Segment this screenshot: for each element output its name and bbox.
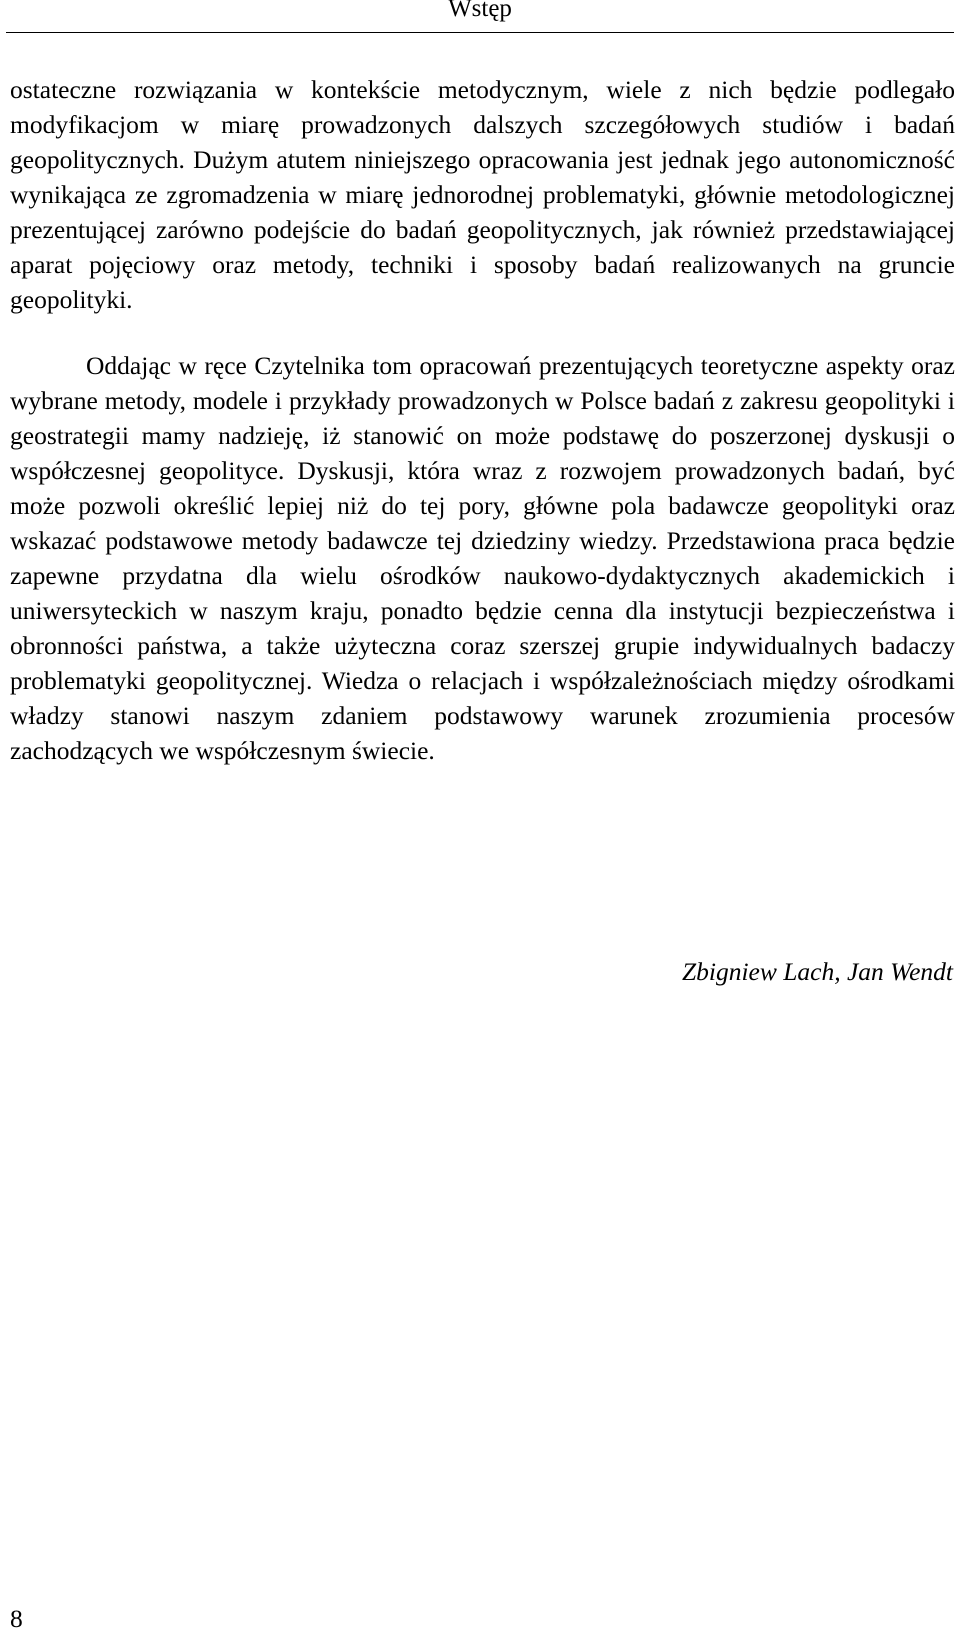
running-header [0, 0, 960, 32]
paragraph-1: ostateczne rozwiązania w kontekście metodycznym, wiele z nich będzie podlegało modyfikacjom w miarę prowadzonych dalszych szczegółowych studiów i badań geopolitycznych. Dużym atutem niniejszego opracowania jest jednak jego autonomiczność wynikająca ze zgromadzenia w miarę jednorodnej problematyki, głównie metodologicznej prezentującej zarówno podejście do badań geopolitycznych, jak również przedstawiającej aparat pojęciowy oraz metody, techniki i sposoby badań realizowanych na gruncie geopolityki. [10, 75, 955, 314]
paragraph-2: Oddając w ręce Czytelnika tom opracowań prezentujących teoretyczne aspekty oraz wybrane metody, modele i przykłady prowadzonych w Polsce badań z zakresu geopolityki i geostrategii mamy nadzieję, iż stanowić on może podstawę do poszerzonej dyskusji o współczesnej geopolityce. Dyskusji, która wraz z rozwojem prowadzonych badań, być może pozwoli określić lepiej niż do tej pory, główne pola badawcze geopolityki oraz wskazać podstawowe metody badawcze tej dziedziny wiedzy. Przedstawiona praca będzie zapewne przydatna dla wielu ośrodków naukowo-dydaktycznych akademickich i uniwersyteckich w naszym kraju, ponadto będzie cenna dla instytucji bezpieczeństwa i obronności państwa, a także użyteczna coraz szerszej grupie indywidualnych badaczy problematyki geopolitycznej. Wiedza o relacjach i współzależnościach między ośrodkami władzy stanowi naszym zdaniem podstawowy warunek zrozumienia procesów zachodzących we współczesnym świecie. [10, 351, 955, 765]
page-number: 8 [10, 1604, 23, 1633]
running-title: Wstęp [448, 0, 512, 22]
header-rule [6, 32, 954, 33]
body-text [10, 72, 955, 768]
author-signature: Zbigniew Lach, Jan Wendt [681, 957, 953, 986]
